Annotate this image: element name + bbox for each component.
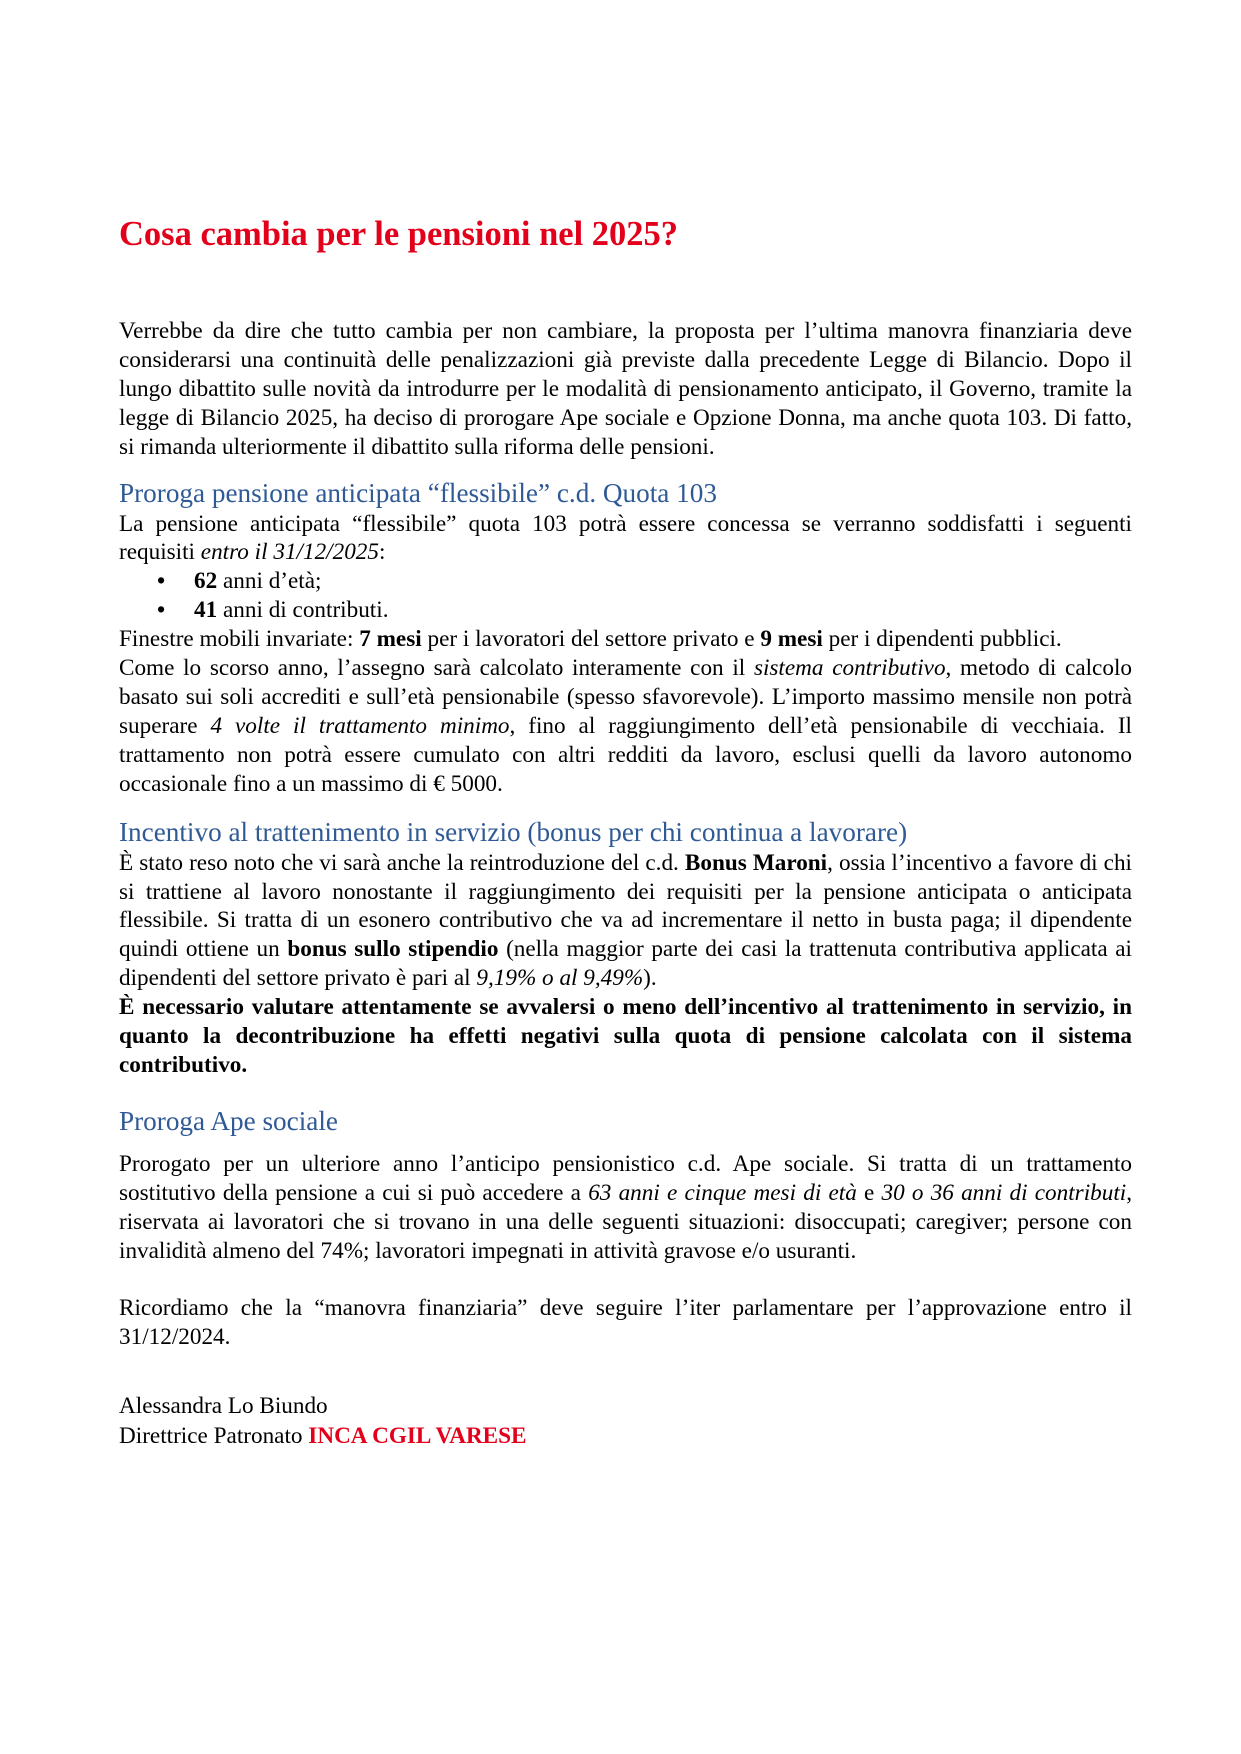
emphasis-text: 4 volte il trattamento minimo bbox=[210, 712, 510, 739]
heading-quota-103: Proroga pensione anticipata “flessibile” c.d. Quota 103 bbox=[119, 477, 717, 508]
signature-name: Alessandra Lo Biundo bbox=[119, 1393, 328, 1420]
text-run: , ossia l’incentivo a favore di chi si trattiene al lavoro nonostante il raggiungimento dei requisiti per la pensione anticipata o anticipata flessibile. Si tratta di un esonero contributivo che va ad incrementare il netto in busta paga; il dipendente quindi ottiene un bbox=[119, 849, 1132, 963]
text-run: Come lo scorso anno, l’assegno sarà calcolato interamente con il bbox=[119, 655, 754, 682]
text-run: per i dipendenti pubblici. bbox=[822, 626, 1062, 653]
text-run: (nella maggior parte dei casi la trattenuta contributiva applicata ai dipendenti del settore privato è pari al bbox=[119, 936, 1132, 992]
list-item bbox=[157, 567, 1132, 596]
text-run: e bbox=[856, 1179, 882, 1206]
text-run: : bbox=[379, 539, 386, 566]
list-item-text: anni di contributi. bbox=[217, 597, 389, 624]
public-window: 9 mesi bbox=[760, 626, 823, 653]
text-run: per i lavoratori del settore privato e bbox=[421, 626, 761, 653]
calculation-paragraph bbox=[119, 654, 1132, 799]
warning-paragraph bbox=[119, 993, 1132, 1080]
deadline-text: entro il 31/12/2025 bbox=[200, 539, 379, 566]
age-requirement: 63 anni e cinque mesi di età bbox=[588, 1179, 857, 1206]
rate-text: 9,19% o al 9,49% bbox=[476, 965, 644, 992]
quota-103-paragraph bbox=[119, 510, 1132, 568]
text-run: , metodo di calcolo basato sui soli accrediti e sull’età pensionabile (spesso sfavorevole). L’importo massimo mensile non potrà superare bbox=[119, 655, 1132, 739]
intro-paragraph: Verrebbe da dire che tutto cambia per non cambiare, la proposta per l’ultima manovra finanziaria deve considerarsi una continuità delle penalizzazioni già previste dalla precedente Legge di Bilancio. Dopo il lungo dibattito sulle novità da introdurre per le modalità di pensionamento anticipato, il Governo, tramite la legge di Bilancio 2025, ha deciso di prorogare Ape sociale e Opzione Donna, ma anche quota 103. Di fatto, si rimanda ulteriormente il dibattito sulla riforma delle pensioni. bbox=[119, 318, 1132, 460]
bonus-name: Bonus Maroni bbox=[684, 849, 828, 876]
heading-incentivo: Incentivo al trattenimento in servizio (bonus per chi continua a lavorare) bbox=[119, 816, 908, 847]
bonus-text: bonus sullo stipendio bbox=[287, 936, 499, 963]
private-window: 7 mesi bbox=[359, 626, 422, 653]
text-run: , riservata ai lavoratori che si trovano in una delle seguenti situazioni: disoccupati; caregiver; persone con invalidità almeno del 74%; lavoratori impegnati in attività gravose e/o usuranti. bbox=[119, 1179, 1133, 1264]
list-item-text: anni d’età; bbox=[217, 568, 322, 595]
contribution-requirement: 30 o 36 anni di contributi bbox=[881, 1179, 1127, 1206]
organization-name: INCA CGIL VARESE bbox=[308, 1422, 527, 1449]
list-item bbox=[157, 596, 1132, 625]
warning-text: È necessario valutare attentamente se avvalersi o meno dell’incentivo al trattenimento in servizio, in quanto la decontribuzione ha effetti negativi sulla quota di pensione calcolata con il sistema contributivo. bbox=[119, 994, 1132, 1078]
signature bbox=[119, 1392, 1132, 1451]
text-run: Prorogato per un ulteriore anno l’anticipo pensionistico c.d. Ape sociale. Si tratta di un trattamento sostitutivo della pensione a cui si può accedere a bbox=[119, 1150, 1132, 1206]
windows-paragraph bbox=[119, 625, 1132, 654]
contributions-value: 41 bbox=[194, 597, 218, 624]
age-value: 62 bbox=[194, 568, 218, 595]
text-run: , fino al raggiungimento dell’età pensionabile di vecchiaia. Il trattamento non potrà essere cumulato con altri redditi da lavoro, esclusi quelli da lavoro autonomo occasionale fino a un massimo di € 5000. bbox=[119, 712, 1132, 797]
text-run: Finestre mobili invariate: bbox=[119, 626, 360, 653]
requirements-list bbox=[119, 567, 1132, 625]
signature-role bbox=[119, 1422, 1132, 1452]
page-title: Cosa cambia per le pensioni nel 2025? bbox=[119, 215, 679, 253]
document-body bbox=[119, 212, 1132, 1451]
heading-ape-sociale: Proroga Ape sociale bbox=[119, 1105, 338, 1136]
emphasis-text: sistema contributivo bbox=[753, 655, 946, 682]
role-text: Direttrice Patronato bbox=[119, 1422, 309, 1449]
text-run: La pensione anticipata “flessibile” quota 103 potrà essere concessa se verranno soddisfatti i seguenti requisiti bbox=[119, 510, 1132, 566]
ape-paragraph bbox=[119, 1150, 1132, 1266]
text-run: È stato reso noto che vi sarà anche la reintroduzione del c.d. bbox=[119, 849, 685, 876]
incentivo-paragraph bbox=[119, 849, 1132, 994]
closing-paragraph: Ricordiamo che la “manovra finanziaria” deve seguire l’iter parlamentare per l’approvazione entro il 31/12/2024. bbox=[119, 1295, 1132, 1351]
text-run: ). bbox=[643, 965, 657, 992]
